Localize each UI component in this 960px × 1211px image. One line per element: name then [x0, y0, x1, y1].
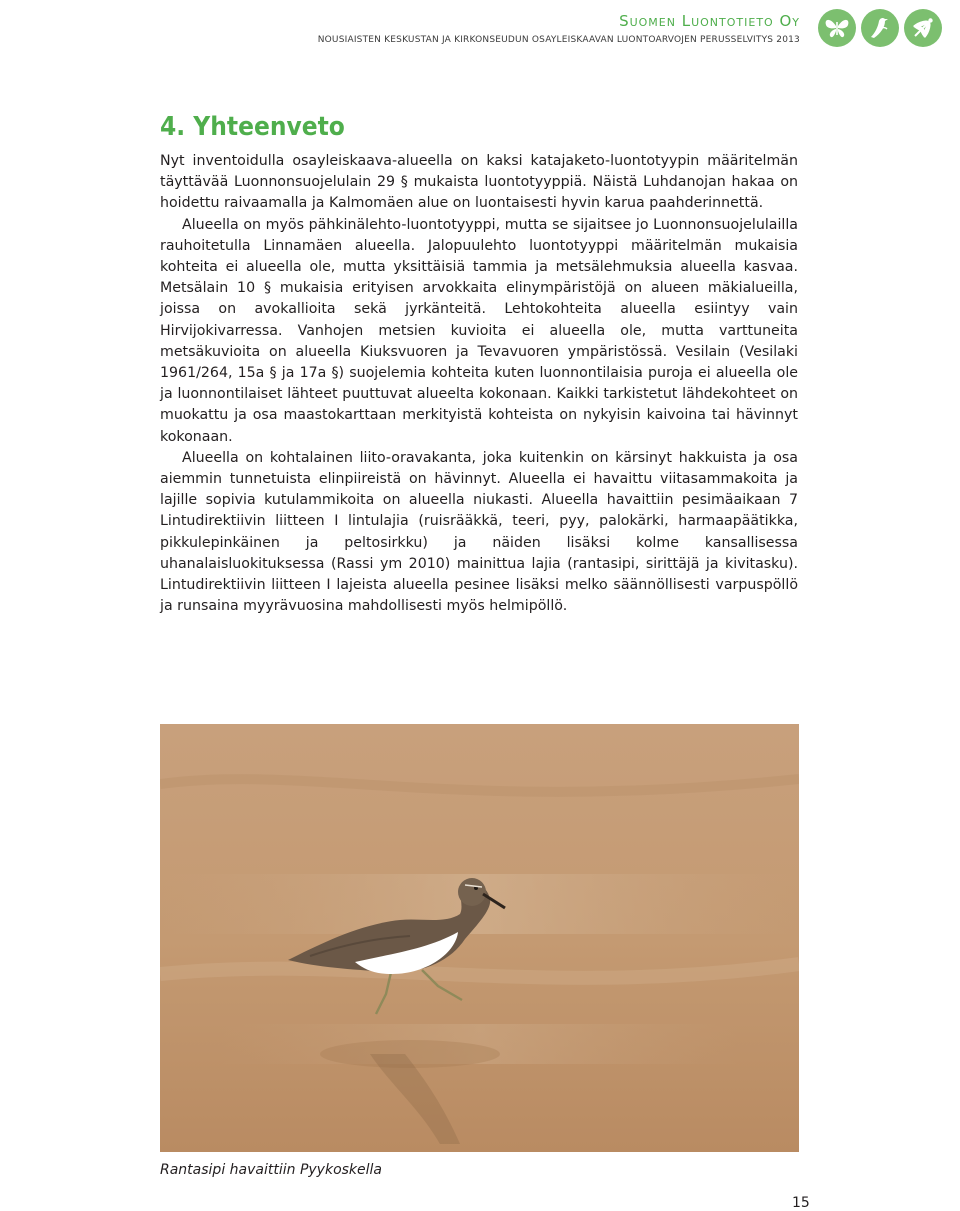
page-number: 15: [792, 1195, 810, 1211]
bird-icon: [861, 9, 899, 47]
section-heading: 4. Yhteenveto: [160, 112, 345, 142]
dragonfly-icon: [904, 9, 942, 47]
butterfly-icon: [818, 9, 856, 47]
page-header: [0, 0, 960, 58]
photo-caption: Rantasipi havaittiin Pyykoskella: [160, 1162, 383, 1178]
paragraph: Nyt inventoidulla osayleiskaava-alueella on kaksi katajaketo-luontotyypin määritelmän täyttävää Luonnonsuojelulain 29 § mukaista luontotyyppiä. Näistä Luhdanojan hakaa on hoidettu raivaamalla ja Kalmomäen alue on luontaisesti hyvin karua paahderinnettä.: [160, 153, 798, 212]
report-subtitle: NOUSIAISTEN KESKUSTAN JA KIRKONSEUDUN OSAYLEISKAAVAN LUONTOARVOJEN PERUSSELVITYS 2013: [317, 35, 800, 45]
org-name: Suomen Luontotieto Oy: [619, 12, 800, 30]
summary-text: [160, 151, 798, 617]
paragraph: Alueella on myös pähkinälehto-luontotyyppi, mutta se sijaitsee jo Luonnonsuojelulailla rauhoitetulla Linnamäen alueella. Jalopuulehto luontotyyppi määritelmän mukaisia kohteita ei alueella ole, mutta yksittäisiä tammia ja metsälehmuksia alueella kasvaa. Metsälain 10 § mukaisia erityisen arvokkaita elinympäristöjä on alueen mäkialueilla, joissa on avokallioita sekä jyrkänteitä. Lehtokohteita alueella esiintyy vain Hirvijokivarressa. Vanhojen metsien kuvioita ei alueella ole, mutta varttuneita metsäkuvioita on alueella Kiuksvuoren ja Tevavuoren ympäristössä. Vesilain (Vesilaki 1961/264, 15a § ja 17a §) suojelemia kohteita kuten luonnontilaisia puroja ei alueella ole ja luonnontilaiset lähteet puuttuvat alueelta kokonaan. Kaikki tarkistetut lähdekohteet on muokattu ja osa maastokarttaan merkityistä kohteista on nykyisin kaivoina tai hävinnyt kokonaan.: [160, 216, 798, 445]
logo-icons: [818, 9, 942, 47]
sandpiper-photo: [160, 724, 799, 1152]
paragraph: Alueella on kohtalainen liito-oravakanta, joka kuitenkin on kärsinyt hakkuista ja osa aiemmin tunnetuista elinpiireistä on hävinnyt. Alueella ei havaittu viitasammakoita ja lajille sopivia kutulammikoita on alueella niukasti. Alueella havaittiin pesimäaikaan 7 Lintudirektiivin liitteen I lintulajia (ruisrääkkä, teeri, pyy, palokärki, harmaapäätikka, pikkulepinkäinen ja peltosirkku) ja näiden lisäksi kolme kansallisessa uhanalaisluokituksessa (Rassi ym 2010) mainittua lajia (rantasipi, sirittäjä ja kivitasku). Lintudirektiivin liitteen I lajeista alueella pesinee lisäksi melko säännöllisesti varpuspöllö ja runsaina myyrävuosina mahdollisesti myös helmipöllö.: [160, 449, 798, 615]
